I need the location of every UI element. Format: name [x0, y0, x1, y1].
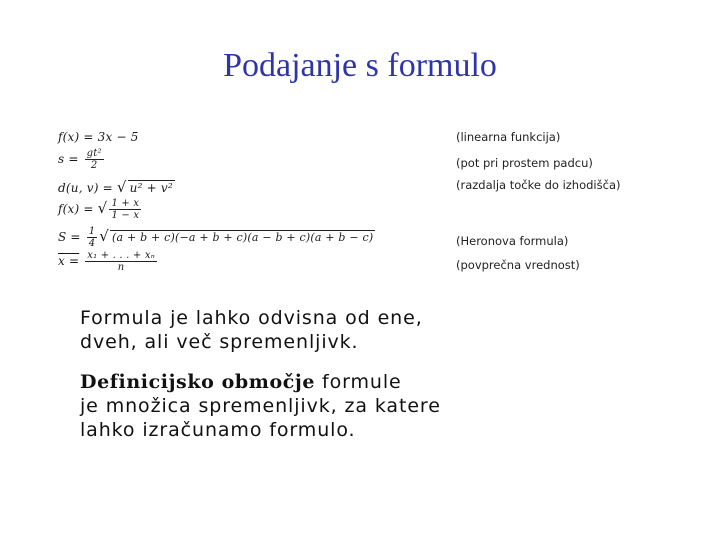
paragraph-line: je množica spremenljivk, za katere — [80, 395, 441, 417]
formula-description: (pot pri prostem padcu) — [456, 156, 593, 170]
formula-lhs: d(u, v) = — [58, 181, 113, 195]
formula-description: (linearna funkcija) — [456, 130, 561, 144]
formula-lhs: f(x) = — [58, 202, 94, 216]
formula-lhs: S = — [58, 230, 81, 244]
fraction — [85, 250, 157, 273]
fraction-numerator: x₁ + . . . + xₙ — [87, 250, 155, 261]
paragraph-text: formule — [315, 371, 402, 393]
radicand: (a + b + c)(−a + b + c)(a − b + c)(a + b − c) — [112, 231, 374, 244]
fraction-numerator: gt² — [86, 148, 102, 159]
fraction-denominator: n — [117, 262, 125, 273]
paragraph-line: Formula je lahko odvisna od ene, — [80, 307, 423, 329]
fraction-denominator: 2 — [90, 160, 98, 171]
sqrt-symbol: √ — [116, 178, 127, 196]
fraction — [85, 148, 104, 171]
fraction-numerator: 1 + x — [111, 198, 140, 209]
formula-distance — [58, 178, 175, 196]
formula-linear — [58, 130, 139, 144]
paragraph-domain — [80, 370, 600, 442]
formula-lhs: f(x) = — [58, 130, 94, 144]
sqrt-symbol: √ — [97, 199, 108, 217]
slide-title: Podajanje s formulo — [223, 47, 497, 84]
formula-description: (razdalja točke do izhodišča) — [456, 178, 621, 192]
formula-heron — [58, 226, 375, 249]
formula-free-fall — [58, 148, 106, 171]
formula-description: (povprečna vrednost) — [456, 258, 580, 272]
formula-root-fraction — [58, 198, 143, 221]
sqrt-symbol: √ — [99, 227, 110, 245]
formula-rhs: 3x − 5 — [97, 130, 139, 144]
formula-description: (Heronova formula) — [456, 234, 569, 248]
domain-term: Definicijsko območje — [80, 371, 316, 393]
formula-lhs: s = — [58, 152, 79, 166]
fraction — [87, 226, 98, 249]
paragraph-line — [80, 370, 600, 394]
fraction-denominator: 4 — [88, 238, 96, 249]
paragraph-line: lahko izračunamo formulo. — [80, 419, 356, 441]
radicand: u² + v² — [129, 181, 173, 195]
fraction-numerator: 1 — [88, 226, 96, 237]
paragraph-variables — [80, 306, 600, 354]
formula-lhs: x = — [58, 254, 80, 268]
fraction — [109, 198, 141, 221]
fraction-denominator: 1 − x — [111, 210, 140, 221]
formula-average — [58, 250, 159, 273]
paragraph-line: dveh, ali več spremenljivk. — [80, 331, 359, 353]
formula-table — [58, 126, 678, 286]
